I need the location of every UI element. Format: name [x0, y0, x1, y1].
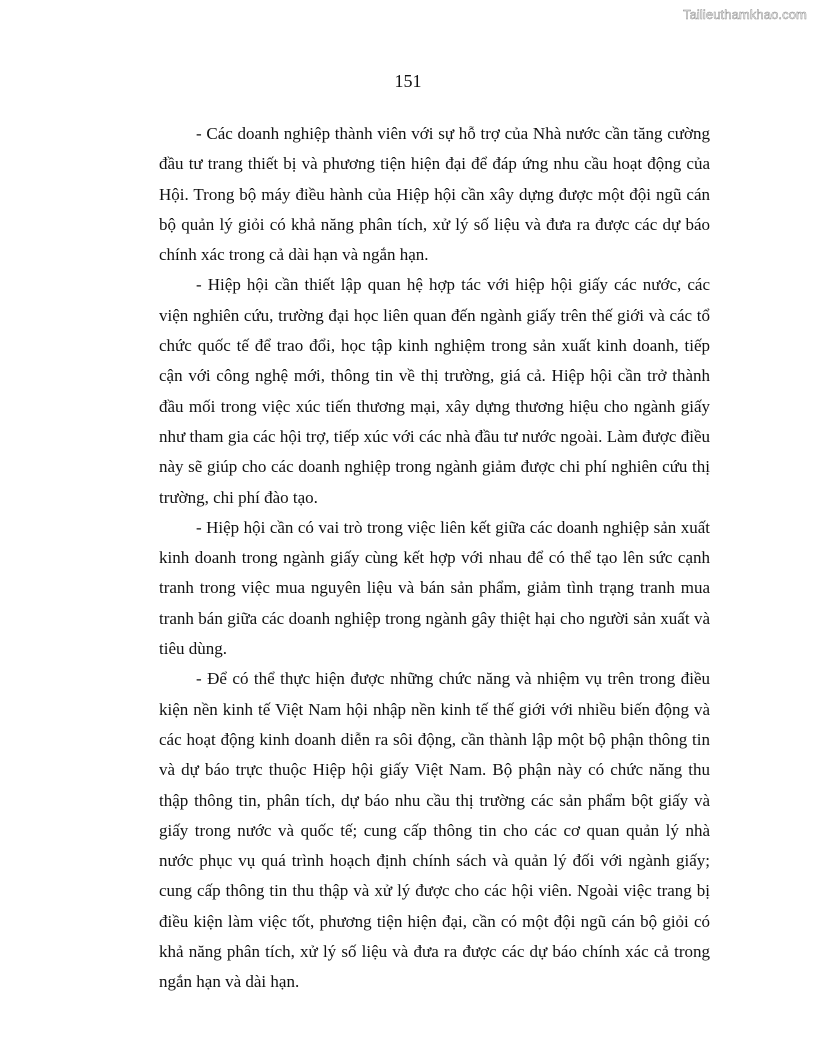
- paragraph: - Để có thể thực hiện được những chức năng và nhiệm vụ trên trong điều kiện nền kinh tế Việt Nam hội nhập nền kinh tế thế giới với nhiều biến động và các hoạt động kinh doanh diễn ra sôi động, cần thành lập một bộ phận thông tin và dự báo trực thuộc Hiệp hội giấy Việt Nam. Bộ phận này có chức năng thu thập thông tin, phân tích, dự báo nhu cầu thị trường các sản phẩm bột giấy và giấy trong nước và quốc tế; cung cấp thông tin cho các cơ quan quản lý nhà nước phục vụ quá trình hoạch định chính sách và quản lý đối với ngành giấy; cung cấp thông tin thu thập và xử lý được cho các hội viên. Ngoài việc trang bị điều kiện làm việc tốt, phương tiện hiện đại, cần có một đội ngũ cán bộ giỏi có khả năng phân tích, xử lý số liệu và đưa ra được các dự báo chính xác cả trong ngắn hạn và dài hạn.: [159, 669, 710, 992]
- document-body: [159, 119, 710, 998]
- page-number: 151: [394, 71, 422, 91]
- paragraph: - Hiệp hội cần có vai trò trong việc liên kết giữa các doanh nghiệp sản xuất kinh doanh trong ngành giấy cùng kết hợp với nhau để có thể tạo lên sức cạnh tranh trong việc mua nguyên liệu và bán sản phẩm, giảm tình trạng tranh mua tranh bán giữa các doanh nghiệp trong ngành gây thiệt hại cho người sản xuất và tiêu dùng.: [159, 517, 710, 659]
- paragraph: - Các doanh nghiệp thành viên với sự hỗ trợ của Nhà nước cần tăng cường đầu tư trang thiết bị và phương tiện hiện đại để đáp ứng nhu cầu hoạt động của Hội. Trong bộ máy điều hành của Hiệp hội cần xây dựng được một đội ngũ cán bộ quản lý giỏi có khả năng phân tích, xử lý số liệu và đưa ra được các dự báo chính xác trong cả dài hạn và ngắn hạn.: [159, 124, 710, 265]
- watermark: Tailieuthamkhao.com: [682, 7, 807, 22]
- paragraph: - Hiệp hội cần thiết lập quan hệ hợp tác với hiệp hội giấy các nước, các viện nghiên cứu, trường đại học liên quan đến ngành giấy trên thế giới và các tổ chức quốc tế để trao đổi, học tập kinh nghiệm trong sản xuất kinh doanh, tiếp cận với công nghệ mới, thông tin về thị trường, giá cả. Hiệp hội cần trở thành đầu mối trong việc xúc tiến thương mại, xây dựng thương hiệu cho ngành giấy như tham gia các hội trợ, tiếp xúc với các nhà đầu tư nước ngoài. Làm được điều này sẽ giúp cho các doanh nghiệp trong ngành giảm được chi phí nghiên cứu thị trường, chi phí đào tạo.: [159, 275, 710, 507]
